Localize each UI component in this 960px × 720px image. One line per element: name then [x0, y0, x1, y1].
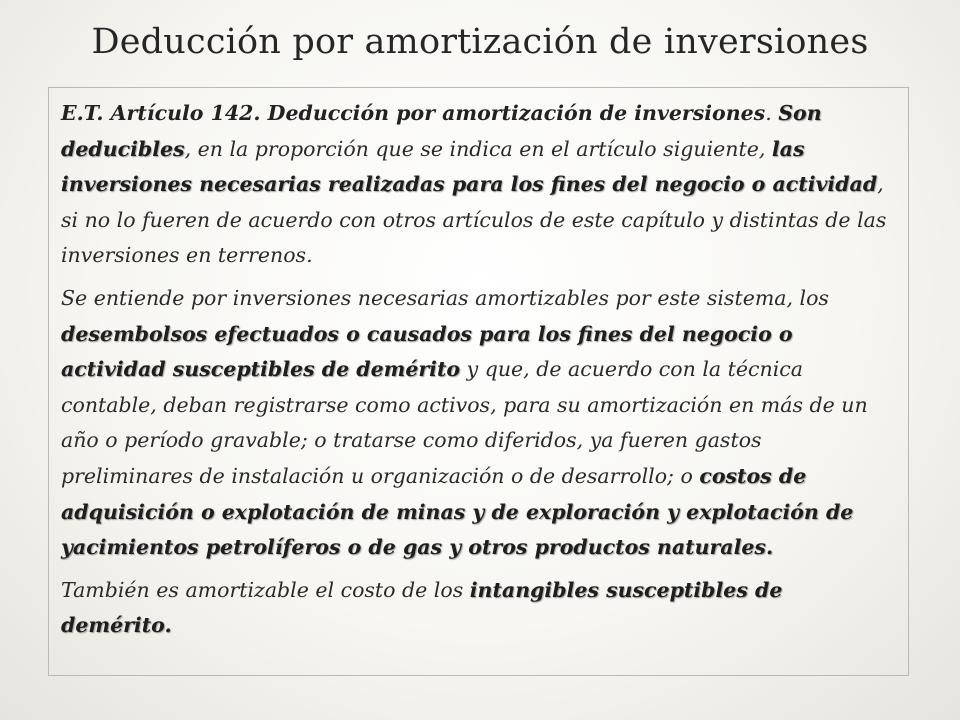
paragraph-article-142	[61, 96, 898, 274]
text-segment: , en la proporción que se indica en el artículo siguiente,	[184, 136, 772, 161]
paragraph-intangibles	[61, 573, 898, 644]
article-heading: E.T. Artículo 142. Deducción por amortización de inversiones	[61, 101, 766, 125]
emphasis-desembolsos: desembolsos efectuados o causados para los fines del negocio o actividad susceptibles de demérito	[61, 321, 793, 382]
heading-end: .	[765, 101, 779, 125]
slide-title: Deducción por amortización de inversiones	[91, 22, 869, 62]
content-box	[48, 87, 909, 676]
emphasis-costos-minas: costos de adquisición o explotación de minas y de exploración y explotación de yacimientos petrolíferos o de gas y otros productos naturales.	[61, 463, 854, 560]
text-segment: También es amortizable el costo de los	[61, 577, 470, 602]
emphasis-inversiones-necesarias: las inversiones necesarias realizadas para los fines del negocio o actividad	[61, 136, 878, 197]
text-segment: , si no lo fueren de acuerdo con otros artículos de este capítulo y distintas de las inversiones en terrenos.	[61, 172, 887, 268]
emphasis-son-deducibles: Son deducibles	[61, 101, 822, 161]
paragraph-definition	[61, 281, 898, 566]
text-segment: Se entiende por inversiones necesarias amortizables por este sistema, los	[61, 285, 829, 310]
text-segment: y que, de acuerdo con la técnica contable, deban registrarse como activos, para su amortización en más de un año o período gravable; o tratarse como diferidos, ya fueren gastos preliminares de instalación u organización o de desarrollo; o	[61, 357, 868, 488]
emphasis-intangibles: intangibles susceptibles de demérito.	[61, 577, 783, 638]
